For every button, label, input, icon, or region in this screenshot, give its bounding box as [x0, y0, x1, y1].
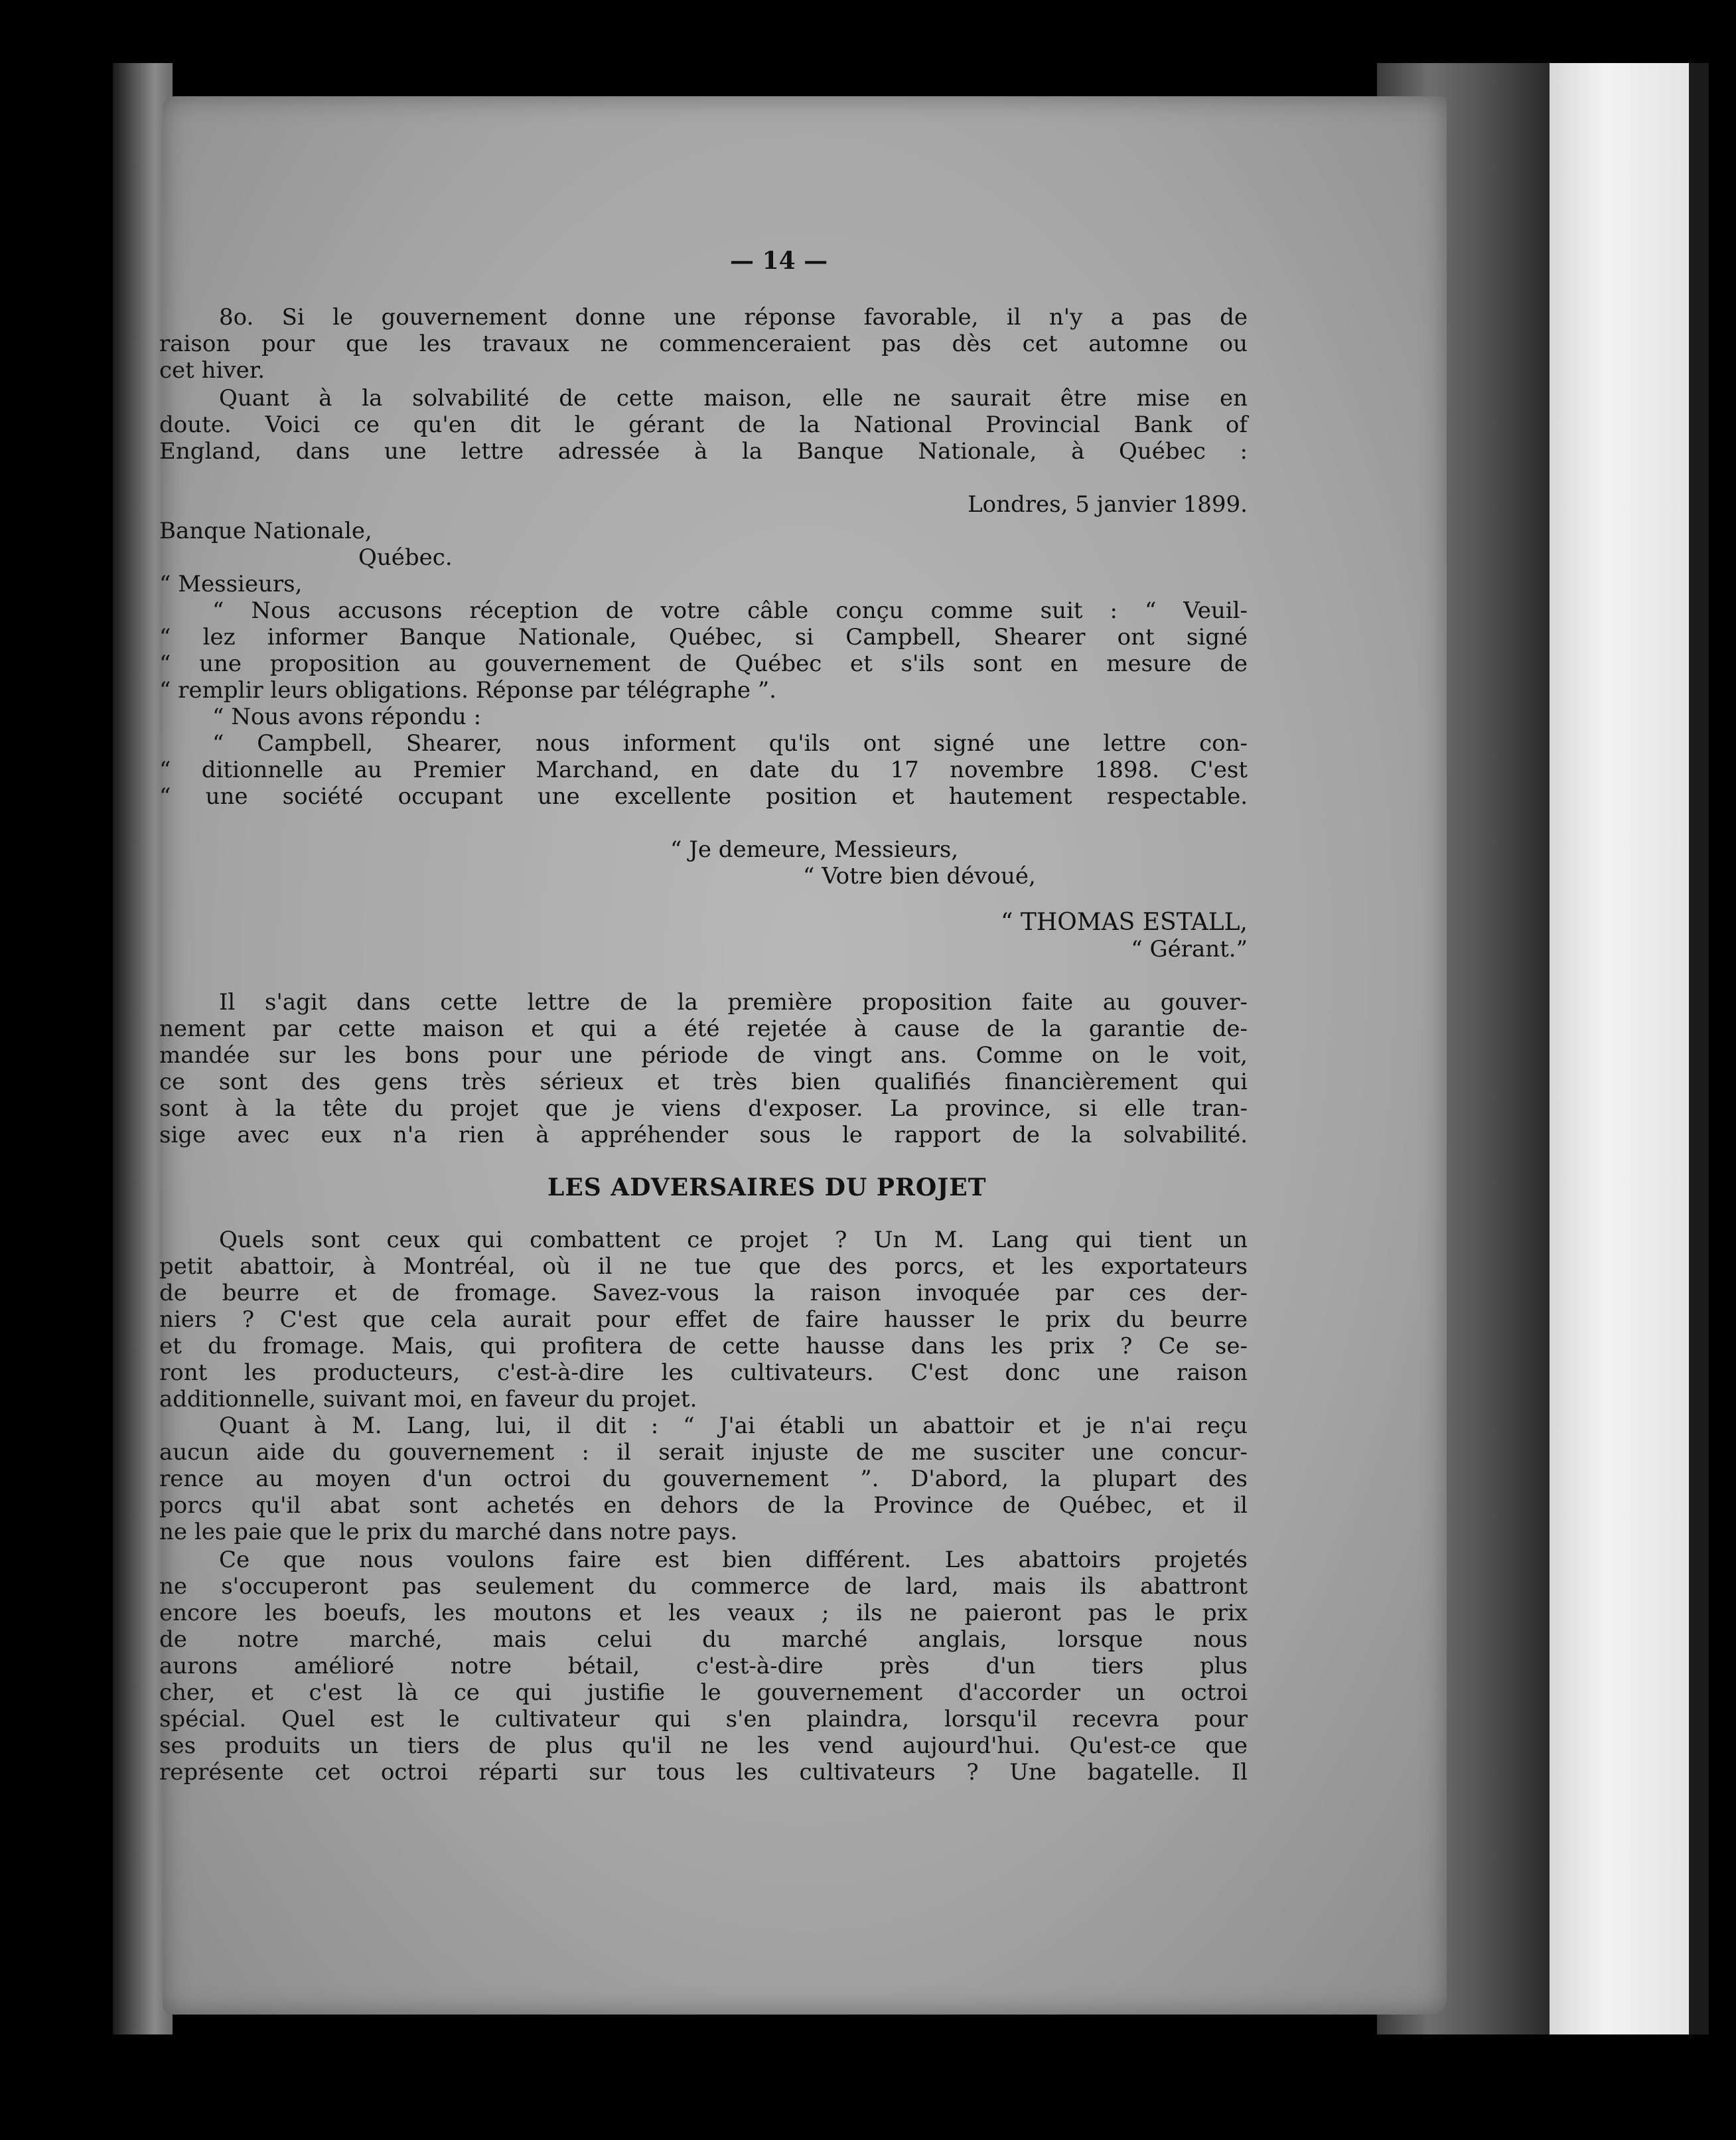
paragraph-1	[159, 304, 1248, 384]
text-line: Il s'agit dans cette lettre de la première proposition faite au gouver-	[219, 989, 1248, 1016]
text-line: représente cet octroi réparti sur tous les cultivateurs ? Une bagatelle. Il	[159, 1759, 1248, 1786]
text-line: Quant à la solvabilité de cette maison, elle ne saurait être mise en	[219, 385, 1248, 412]
closing-line: “ Je demeure, Messieurs,	[670, 836, 959, 863]
text-line: de notre marché, mais celui du marché anglais, lorsque nous	[159, 1626, 1248, 1653]
text-line: ne les paie que le prix du marché dans notre pays.	[159, 1519, 738, 1545]
text-line: cher, et c'est là ce qui justifie le gouvernement d'accorder un octroi	[159, 1679, 1248, 1706]
letter-salutation: “ Messieurs,	[159, 571, 303, 597]
letter-signature	[159, 909, 1248, 962]
text-line: cet hiver.	[159, 357, 265, 384]
text-line: et du fromage. Mais, qui profitera de cette hausse dans les prix ? Ce se-	[159, 1333, 1248, 1359]
text-line: ce sont des gens très sérieux et très bien qualifiés financièrement qui	[159, 1069, 1248, 1095]
text-line: niers ? C'est que cela aurait pour effet de faire hausser le prix du beurre	[159, 1306, 1248, 1333]
page-number: — 14 —	[730, 247, 828, 275]
facing-page-edge	[1550, 63, 1689, 2034]
text-line: aurons amélioré notre bétail, c'est-à-dire près d'un tiers plus	[159, 1653, 1248, 1679]
paragraph-2	[159, 385, 1248, 465]
text-line: 8o. Si le gouvernement donne une réponse favorable, il n'y a pas de	[219, 304, 1248, 331]
letter-body-1	[159, 597, 1248, 704]
letter-body-2	[159, 704, 1248, 730]
paragraph-6	[159, 1547, 1248, 1786]
text-line: sige avec eux n'a rien à appréhender sous le rapport de la solvabilité.	[159, 1122, 1248, 1148]
text-line: de beurre et de fromage. Savez-vous la raison invoquée par ces der-	[159, 1280, 1248, 1306]
text-line: sont à la tête du projet que je viens d'exposer. La province, si elle tran-	[159, 1095, 1248, 1122]
text-line: porcs qu'il abat sont achetés en dehors de la Province de Québec, et il	[159, 1492, 1248, 1519]
paragraph-5	[159, 1413, 1248, 1545]
text-line: mandée sur les bons pour une période de vingt ans. Comme on le voit,	[159, 1042, 1248, 1069]
text-line: England, dans une lettre adressée à la Banque Nationale, à Québec :	[159, 438, 1248, 465]
signature-title: “ Gérant.”	[1131, 936, 1248, 962]
text-line: spécial. Quel est le cultivateur qui s'en plaindra, lorsqu'il recevra pour	[159, 1706, 1248, 1732]
text-line: nement par cette maison et qui a été rejetée à cause de la garantie de-	[159, 1016, 1248, 1042]
text-line: ses produits un tiers de plus qu'il ne les vend aujourd'hui. Qu'est-ce que	[159, 1732, 1248, 1759]
paragraph-4	[159, 1227, 1248, 1413]
text-line: “ lez informer Banque Nationale, Québec, si Campbell, Shearer ont signé	[159, 624, 1248, 650]
text-line: “ remplir leurs obligations. Réponse par télégraphe ”.	[159, 677, 776, 704]
letter-dateline-block	[159, 491, 1248, 518]
text-line: “ une société occupant une excellente position et hautement respectable.	[159, 783, 1248, 810]
text-line: Quels sont ceux qui combattent ce projet ? Un M. Lang qui tient un	[219, 1227, 1248, 1253]
paragraph-3	[159, 989, 1248, 1148]
letter-closing	[159, 836, 1248, 889]
section-heading: LES ADVERSAIRES DU PROJET	[547, 1174, 987, 1201]
text-line: ne s'occuperont pas seulement du commerce de lard, mais ils abattront	[159, 1573, 1248, 1600]
text-line: doute. Voici ce qu'en dit le gérant de la National Provincial Bank of	[159, 412, 1248, 438]
letter-dateline: Londres, 5 janvier 1899.	[968, 491, 1248, 518]
text-line: encore les boeufs, les moutons et les veaux ; ils ne paieront pas le prix	[159, 1600, 1248, 1626]
signature-line: “ THOMAS ESTALL,	[1001, 909, 1248, 936]
closing-line: “ Votre bien dévoué,	[803, 863, 1036, 889]
text-line: aucun aide du gouvernement : il serait injuste de me susciter une concur-	[159, 1439, 1248, 1466]
text-line: petit abattoir, à Montréal, où il ne tue que des porcs, et les exportateurs	[159, 1253, 1248, 1280]
text-line: “ Campbell, Shearer, nous informent qu'ils ont signé une lettre con-	[212, 730, 1248, 757]
addressee-line: Québec.	[358, 544, 453, 571]
text-line: Quant à M. Lang, lui, il dit : “ J'ai établi un abattoir et je n'ai reçu	[219, 1413, 1248, 1439]
text-line: additionnelle, suivant moi, en faveur du projet.	[159, 1386, 697, 1413]
text-line: raison pour que les travaux ne commenceraient pas dès cet automne ou	[159, 331, 1248, 357]
text-line: “ Nous accusons réception de votre câble conçu comme suit : “ Veuil-	[212, 597, 1248, 624]
letter-body-3	[159, 730, 1248, 810]
text-line: “ Nous avons répondu :	[212, 704, 482, 730]
scan-border-right	[1689, 63, 1709, 2034]
addressee-line: Banque Nationale,	[159, 518, 372, 544]
letter-addressee	[159, 518, 1248, 597]
text-line: ront les producteurs, c'est-à-dire les cultivateurs. C'est donc une raison	[159, 1359, 1248, 1386]
text-line: “ ditionnelle au Premier Marchand, en date du 17 novembre 1898. C'est	[159, 757, 1248, 783]
text-line: “ une proposition au gouvernement de Québec et s'ils sont en mesure de	[159, 650, 1248, 677]
text-line: rence au moyen d'un octroi du gouvernement ”. D'abord, la plupart des	[159, 1466, 1248, 1492]
text-line: Ce que nous voulons faire est bien différent. Les abattoirs projetés	[219, 1547, 1248, 1573]
